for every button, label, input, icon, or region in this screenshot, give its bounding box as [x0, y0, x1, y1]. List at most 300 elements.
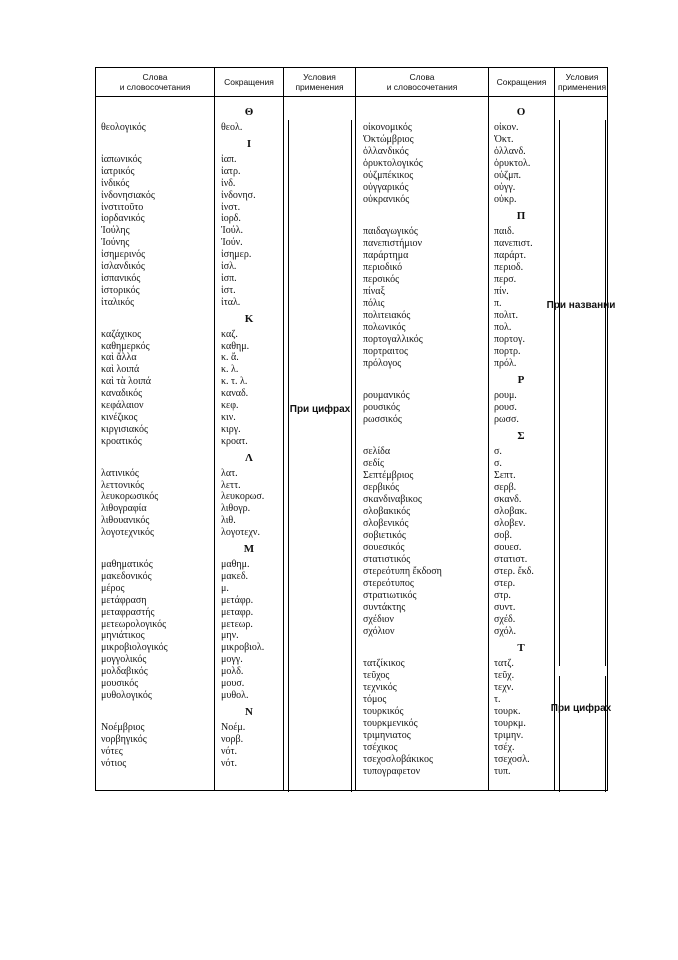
entry-row [363, 298, 552, 310]
entry-word: συντάκτης [363, 602, 406, 613]
entry-abbreviation: μεταφρ. [221, 606, 254, 618]
entry-row [101, 261, 281, 273]
entry-row [363, 682, 552, 694]
entry-row [363, 694, 552, 706]
abbreviation-table [95, 67, 616, 791]
entry-abbreviation: μικροβιολ. [221, 642, 265, 654]
entry-row [101, 202, 281, 214]
entry-abbreviation: περσ. [494, 274, 517, 285]
entry-abbreviation: συντ. [494, 602, 516, 613]
entry-row [101, 352, 281, 364]
entry-row [363, 414, 552, 426]
entry-word: μαθηματικός [101, 559, 153, 570]
header-abbr-right: Сокращения [496, 77, 547, 87]
entry-word: τριμηνιατος [363, 730, 411, 741]
entry-row [101, 178, 281, 190]
entry-word: καὶ τὰ λοιπά [101, 376, 151, 388]
entry-word: σκανδιναβικος [363, 494, 422, 505]
entry-row [101, 619, 281, 631]
entry-abbreviation: λιθ. [221, 515, 236, 527]
entry-row [363, 554, 552, 566]
entry-abbreviation: τσεχοσλ. [494, 754, 530, 765]
entry-word: ἰατρικός [101, 165, 135, 177]
entry-abbreviation: τ. [494, 694, 501, 705]
entry-abbreviation: πολ. [494, 322, 512, 333]
entry-abbreviation: σλοβακ. [494, 506, 528, 517]
section-letter: Λ [245, 451, 253, 464]
entry-abbreviation: μαθημ. [221, 559, 250, 570]
entry-abbreviation: μακεδ. [221, 570, 249, 582]
condition-right-bottom: При цифрах [550, 703, 612, 714]
entry-abbreviation: πορτρ. [494, 346, 521, 357]
entry-word: σλοβακικός [363, 506, 411, 517]
entry-abbreviation: σχέδ. [494, 614, 516, 625]
entry-row [101, 154, 281, 166]
section-letter: Σ [517, 430, 525, 442]
entry-row [363, 274, 552, 286]
entry-word: τουρκικός [363, 706, 404, 717]
entry-row [101, 376, 281, 388]
entry-word: Ἰούλης [101, 225, 130, 237]
entry-abbreviation: ρωσσ. [494, 414, 519, 425]
entry-abbreviation: ἰνδονησ. [221, 189, 256, 201]
entry-abbreviation: σοβ. [494, 530, 512, 541]
entry-word: σλοβενικός [363, 518, 409, 529]
entry-abbreviation: καναδ. [221, 388, 249, 400]
entry-word: ἰνδικός [101, 177, 130, 189]
section-letter: Ρ [517, 374, 525, 386]
entry-word: μετάφραση [101, 594, 147, 606]
entry-word: ρουμανικός [363, 390, 410, 401]
entry-row [101, 527, 281, 539]
entry-row [363, 262, 552, 274]
entry-word: ἰορδανικός [101, 213, 145, 225]
entry-row [363, 506, 552, 518]
entry-abbreviation: οὐγγ. [494, 182, 516, 193]
entry-abbreviation: ἰνστ. [221, 201, 241, 213]
entry-row [101, 388, 281, 400]
entry-word: οἰκονομικός [363, 122, 412, 133]
entry-word: σεδίς [363, 458, 384, 469]
section-letter: Ο [516, 106, 526, 118]
header-words-right: Слова и словосочетания [386, 72, 458, 92]
entry-abbreviation: ἰορδ. [221, 213, 241, 225]
header-divider [96, 96, 607, 97]
entry-row [101, 734, 281, 746]
entry-word: τατζίκικος [363, 658, 405, 669]
entry-word: λεττονικός [101, 479, 145, 491]
entry-abbreviation: Νοέμ. [221, 721, 246, 733]
entry-word: παιδαγωγικός [363, 226, 418, 237]
entry-word: μεταφραστής [101, 606, 155, 618]
entry-row [363, 158, 552, 170]
entry-row [101, 436, 281, 448]
header-abbr-left: Сокращения [224, 77, 274, 87]
entry-word: παράρτημα [363, 250, 409, 261]
entry-row [363, 238, 552, 250]
entry-word: ἰταλικός [101, 296, 135, 308]
entry-word: ἰνστιτοῦτο [101, 201, 144, 213]
entry-abbreviation: στερ. ἔκδ. [494, 566, 534, 577]
entry-abbreviation: πορτογ. [494, 334, 525, 345]
entry-word: πρόλογος [363, 358, 402, 369]
entry-abbreviation: Ἰούν. [221, 237, 243, 249]
entry-row [101, 515, 281, 527]
entry-row [101, 746, 281, 758]
entry-row [363, 446, 552, 458]
entry-word: καὶ λοιπά [101, 364, 140, 376]
entry-abbreviation: ἰσημερ. [221, 249, 252, 261]
entry-row [363, 170, 552, 182]
entry-word: νότες [101, 745, 123, 757]
entry-abbreviation: λατ. [221, 467, 238, 479]
entry-word: λογοτεχνικός [101, 527, 154, 539]
entry-row [363, 602, 552, 614]
entry-abbreviation: ἱστ. [221, 284, 236, 296]
entry-word: σερβικός [363, 482, 400, 493]
entry-word: τσεχοσλοβάκικος [363, 754, 433, 765]
entry-row [363, 754, 552, 766]
entry-row [363, 670, 552, 682]
entry-row [363, 566, 552, 578]
entry-word: τυπογραφετον [363, 766, 421, 777]
section-letter: Κ [244, 312, 254, 325]
entry-row [101, 654, 281, 666]
entry-abbreviation: σερβ. [494, 482, 517, 493]
entry-row [363, 402, 552, 414]
entry-row [101, 666, 281, 678]
entry-word: κεφάλαιον [101, 400, 144, 411]
entry-abbreviation: μογγ. [221, 654, 243, 666]
entry-word: μικροβιολογικός [101, 642, 168, 654]
entry-abbreviation: τατζ. [494, 658, 514, 669]
entry-abbreviation: τυπ. [494, 766, 511, 777]
entry-abbreviation: ἰταλ. [221, 296, 241, 308]
entry-word: σελίδα [363, 446, 391, 457]
entry-row [101, 630, 281, 642]
entry-word: ρουσικός [363, 402, 400, 413]
entry-word: τσέχικος [363, 742, 398, 753]
entry-abbreviation: μουσ. [221, 678, 245, 689]
entry-abbreviation: ὀρυκτολ. [494, 158, 531, 169]
entry-row [363, 494, 552, 506]
entry-abbreviation: ρουμ. [494, 390, 517, 401]
column-divider [355, 68, 356, 790]
entry-abbreviation: μετάφρ. [221, 594, 254, 606]
entry-abbreviation: πίν. [494, 286, 509, 297]
entry-row [101, 297, 281, 309]
entry-abbreviation: σ. [494, 446, 502, 457]
entry-abbreviation: τεῦχ. [494, 670, 515, 681]
entry-word: καθημερκός [101, 340, 150, 352]
entry-row [101, 412, 281, 424]
entry-word: κινέζικος [101, 411, 138, 423]
condition-right-top: При названии [546, 300, 616, 311]
entry-word: πόλις [363, 298, 385, 309]
entry-abbreviation: λιθογρ. [221, 503, 251, 515]
entry-word: κροατικός [101, 435, 142, 447]
entry-word: λατινικός [101, 467, 139, 479]
entry-row [363, 310, 552, 322]
entry-row [101, 190, 281, 202]
entry-row [363, 742, 552, 754]
entry-word: νορβηγικός [101, 733, 147, 745]
entry-row [363, 134, 552, 146]
entry-abbreviation: Ἰούλ. [221, 225, 244, 237]
entry-row [363, 458, 552, 470]
entry-row [363, 542, 552, 554]
entry-word: οὐκρανικός [363, 194, 410, 205]
entry-row [101, 166, 281, 178]
entry-word: Νοέμβριος [101, 721, 145, 733]
entry-abbreviation: οὐκρ. [494, 194, 517, 205]
entry-word: στατιστικός [363, 554, 411, 565]
entry-abbreviation: τουρκμ. [494, 718, 526, 729]
section-letter: Π [516, 210, 526, 222]
entry-word: μουσικός [101, 678, 139, 689]
entry-row [101, 364, 281, 376]
section-letter: Ι [246, 137, 252, 150]
entry-word: σουεσικός [363, 542, 405, 553]
header-conditions-left: Условия применения [295, 72, 344, 92]
entry-row [363, 718, 552, 730]
entry-abbreviation: σουεσ. [494, 542, 522, 553]
entry-row [101, 642, 281, 654]
entry-row [101, 722, 281, 734]
entry-row [363, 590, 552, 602]
entry-abbreviation: κ. λ. [221, 364, 239, 376]
entry-row [363, 226, 552, 238]
entry-row [363, 578, 552, 590]
entry-word: κιργισιακός [101, 423, 148, 435]
entry-word: ἰσλανδικός [101, 261, 145, 272]
entry-row [363, 658, 552, 670]
entry-row [363, 346, 552, 358]
entry-word: περιοδικό [363, 262, 403, 273]
entry-word: μετεωρολογικός [101, 618, 167, 630]
entry-abbreviation: κεφ. [221, 400, 239, 411]
entry-row [363, 358, 552, 370]
entry-abbreviation: ὁλλανδ. [494, 146, 526, 157]
entry-row [363, 334, 552, 346]
entry-word: τουρκμενικός [363, 718, 418, 729]
entry-row [363, 250, 552, 262]
entry-abbreviation: οἰκον. [494, 122, 519, 133]
section-letter: Θ [244, 106, 254, 118]
entry-abbreviation: πρόλ. [494, 358, 517, 369]
entry-word: ἰαπωνικός [101, 153, 142, 165]
section-letter: Ν [245, 705, 253, 718]
column-divider [283, 68, 284, 790]
entry-row [363, 518, 552, 530]
entry-word: θεολογικός [101, 122, 146, 133]
entry-abbreviation: καθημ. [221, 340, 250, 352]
entry-abbreviation: ἰαπ. [221, 153, 237, 165]
condition-bracket-right-bottom [559, 676, 606, 792]
entry-word: ἰσημερινός [101, 249, 146, 261]
entry-word: οὐγγαρικός [363, 182, 409, 193]
entry-word: περσικός [363, 274, 400, 285]
entry-row [101, 122, 281, 134]
column-divider [554, 68, 555, 790]
entry-word: Ὀκτώμβριος [363, 134, 414, 145]
entry-abbreviation: λεττ. [221, 479, 241, 491]
entry-abbreviation: σκανδ. [494, 494, 522, 505]
entry-abbreviation: κροατ. [221, 435, 248, 447]
entry-word: καὶ ἄλλα [101, 352, 137, 364]
entry-word: Σεπτέμβριος [363, 470, 414, 481]
entry-row [101, 424, 281, 436]
entry-row [101, 583, 281, 595]
entry-abbreviation: ἰσλ. [221, 261, 237, 272]
entry-abbreviation: νότ. [221, 745, 238, 757]
entry-abbreviation: νορβ. [221, 733, 244, 745]
entry-abbreviation: λογοτεχν. [221, 527, 260, 539]
entry-abbreviation: κ. ἄ. [221, 352, 239, 364]
entry-row [363, 730, 552, 742]
entry-word: στρατιωτικός [363, 590, 417, 601]
entry-word: ρωσσικός [363, 414, 402, 425]
entry-abbreviation: πολιτ. [494, 310, 518, 321]
entry-abbreviation: στερ. [494, 578, 516, 589]
entry-abbreviation: τεχν. [494, 682, 514, 693]
entry-word: Ἰούνης [101, 237, 130, 249]
entry-abbreviation: ἰατρ. [221, 165, 241, 177]
entry-row [101, 758, 281, 770]
entry-word: πολιτειακός [363, 310, 411, 321]
entry-word: μολδαβικός [101, 666, 148, 678]
entry-row [101, 503, 281, 515]
entry-row [363, 614, 552, 626]
entry-row [101, 249, 281, 261]
entry-abbreviation: σ. [494, 458, 502, 469]
entry-word: μέρος [101, 582, 125, 594]
entry-abbreviation: κιν. [221, 411, 236, 423]
entry-word: ἰσπανικός [101, 272, 141, 284]
entry-word: στερεότυπος [363, 578, 414, 589]
entry-abbreviation: νότ. [221, 757, 238, 769]
entry-word: τεχνικός [363, 682, 397, 693]
entry-abbreviation: στρ. [494, 590, 511, 601]
condition-bracket-left [288, 120, 352, 792]
entry-word: ἰνδονησιακός [101, 189, 155, 201]
entry-word: λιθογραφία [101, 503, 147, 515]
entry-row [101, 285, 281, 297]
entry-abbreviation: πανεπιστ. [494, 238, 533, 249]
header-words-left: Слова и словосочетания [119, 72, 191, 92]
entry-row [101, 273, 281, 285]
entry-row [363, 182, 552, 194]
entry-word: καζάχικος [101, 328, 142, 340]
entry-row [101, 225, 281, 237]
entry-row [101, 678, 281, 690]
entry-word: λευκορωσικός [101, 491, 159, 503]
entry-word: λιθουανικός [101, 515, 150, 527]
entry-word: πολωνικός [363, 322, 406, 333]
entry-abbreviation: μολδ. [221, 666, 244, 678]
entry-word: νότιος [101, 757, 127, 769]
entry-row [363, 482, 552, 494]
condition-bracket-right-top [559, 120, 606, 666]
header-conditions-right: Условия применения [557, 72, 607, 92]
entry-abbreviation: π. [494, 298, 502, 309]
entry-row [363, 390, 552, 402]
entry-abbreviation: κιργ. [221, 423, 241, 435]
entry-row [101, 559, 281, 571]
entry-abbreviation: μ. [221, 582, 229, 594]
entry-word: ὀρυκτολογικός [363, 158, 423, 169]
entry-row [363, 626, 552, 638]
entry-word: πανεπιστήμιον [363, 238, 422, 249]
entry-word: ἱστορικός [101, 284, 140, 296]
entry-row [363, 470, 552, 482]
entry-abbreviation: μυθολ. [221, 689, 249, 701]
entry-row [363, 530, 552, 542]
section-letter: Τ [517, 642, 525, 654]
entry-row [363, 122, 552, 134]
entry-row [101, 571, 281, 583]
entry-abbreviation: μην. [221, 630, 239, 642]
entry-abbreviation: θεολ. [221, 122, 243, 133]
entry-word: μυθολογικός [101, 689, 152, 701]
entry-row [363, 286, 552, 298]
entry-word: οὐζμπέκικος [363, 170, 414, 181]
entry-row [101, 213, 281, 225]
entry-row [363, 146, 552, 158]
entry-row [101, 237, 281, 249]
entry-row [101, 468, 281, 480]
entry-abbreviation: τσέχ. [494, 742, 515, 753]
entry-row [101, 607, 281, 619]
entry-abbreviation: καζ. [221, 328, 238, 340]
entry-row [101, 341, 281, 353]
entry-abbreviation: λευκορωσ. [221, 491, 265, 503]
entry-abbreviation: περιοδ. [494, 262, 524, 273]
entry-word: τόμος [363, 694, 387, 705]
entry-word: πορτραιτος [363, 346, 408, 357]
entry-row [363, 322, 552, 334]
entry-abbreviation: κ. τ. λ. [221, 376, 248, 388]
entry-row [363, 766, 552, 778]
condition-left: При цифрах [289, 404, 351, 415]
entry-word: σχέδιον [363, 614, 394, 625]
entry-abbreviation: σχόλ. [494, 626, 516, 637]
entry-word: μηνιάτικος [101, 630, 145, 642]
entry-abbreviation: σλοβεν. [494, 518, 526, 529]
entry-abbreviation: παράρτ. [494, 250, 527, 261]
entry-abbreviation: τριμην. [494, 730, 524, 741]
entry-word: μογγολικός [101, 654, 147, 666]
section-letter: Μ [243, 543, 255, 555]
entry-row [101, 480, 281, 492]
entry-abbreviation: Σεπτ. [494, 470, 516, 481]
entry-word: καναδικός [101, 388, 143, 400]
entry-word: τεῦχος [363, 670, 390, 681]
entry-row [101, 595, 281, 607]
entry-row [101, 491, 281, 503]
entry-abbreviation: ρουσ. [494, 402, 517, 413]
entry-word: σοβιετικός [363, 530, 406, 541]
entry-row [101, 400, 281, 412]
entry-abbreviation: παιδ. [494, 226, 515, 237]
entry-word: στερεότυπη ἔκδοση [363, 566, 442, 577]
entry-abbreviation: στατιστ. [494, 554, 528, 565]
entry-abbreviation: μετεωρ. [221, 618, 253, 630]
entry-row [101, 690, 281, 702]
entry-word: μακεδονικός [101, 570, 152, 582]
entry-word: σχόλιον [363, 626, 395, 637]
entry-row [101, 329, 281, 341]
